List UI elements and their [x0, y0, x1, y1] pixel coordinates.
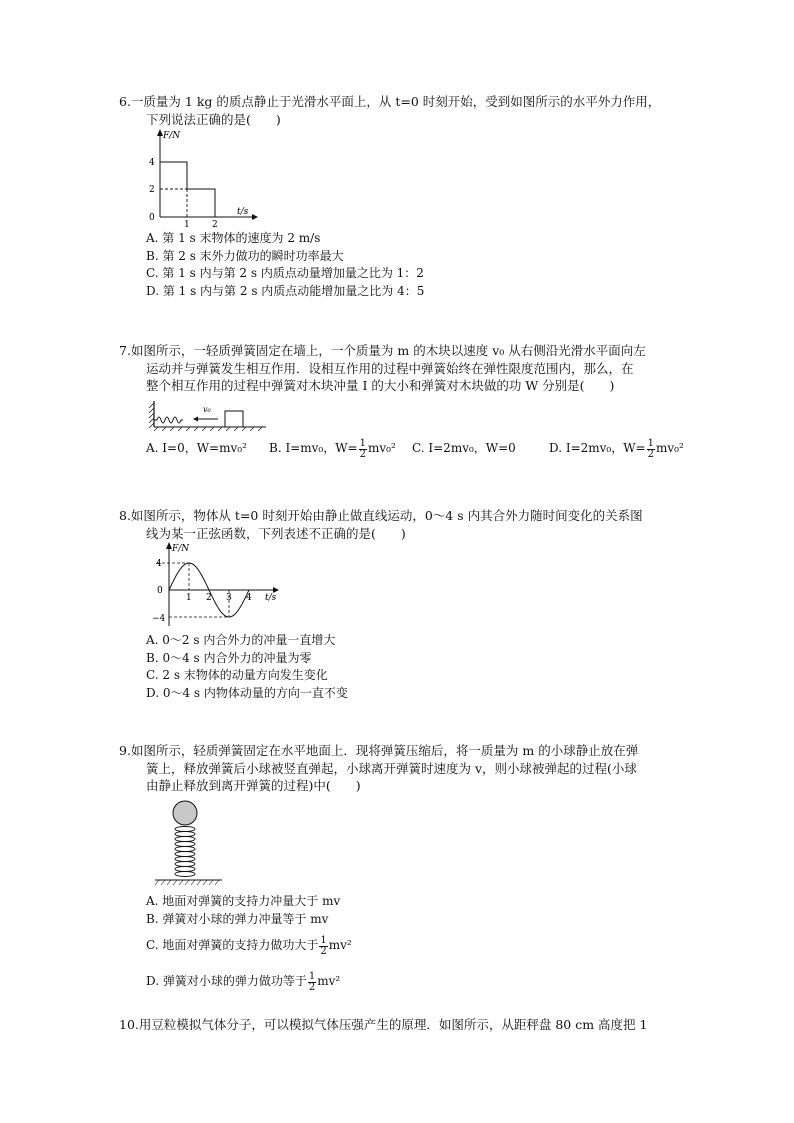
option-c[interactable]: C. 第 1 s 内与第 2 s 内质点动量增加量之比为 1：2	[146, 266, 424, 280]
question-6	[119, 93, 704, 128]
option-a[interactable]: A. I=0，W=mv₀²	[146, 441, 247, 456]
x-axis-label: t/s	[265, 593, 277, 603]
question-7-stem: 7.如图所示，一轻质弹簧固定在墙上，一个质量为 m 的木块以速度 v₀ 从右侧沿光滑水平面向左 运动并与弹簧发生相互作用．设相互作用的过程中弹簧始终在弹性限度范围内，那么，在 整个相互作用的过程中弹簧对木块冲量 I 的大小和弹簧对木块做的功 W 分别是( )	[119, 343, 646, 393]
question-9-options	[119, 893, 704, 997]
fraction-one-half: $\frac{1}{2}$	[308, 970, 316, 993]
option-b[interactable]: B. 第 2 s 末外力做功的瞬时功率最大	[146, 248, 344, 263]
fraction-one-half: $\frac{1}{2}$	[359, 437, 366, 460]
x-tick-3: 3	[226, 593, 232, 603]
option-b[interactable]: B. 弹簧对小球的弹力冲量等于 mv	[146, 911, 329, 926]
option-c[interactable]: C. I=2mv₀，W=0	[412, 441, 516, 456]
force-curve-q6	[160, 162, 215, 217]
fraction-one-half: $\frac{1}{2}$	[320, 934, 327, 957]
x-axis-label: t/s	[237, 207, 249, 217]
option-d[interactable]: D. 弹簧对小球的弹力做功等于 $\frac{1}{2}$ mv²	[146, 970, 341, 993]
question-6-options	[119, 230, 704, 300]
question-10-stem: 10.用豆粒模拟气体分子，可以模拟气体压强产生的原理．如图所示，从距秤盘 80 cm 高度把 1	[119, 1017, 648, 1032]
y-tick-2: 2	[149, 185, 155, 195]
question-7-option-row	[146, 432, 704, 466]
block	[225, 411, 243, 427]
spring-icon	[175, 827, 195, 877]
option-d[interactable]: D. 第 1 s 内与第 2 s 内质点动能增加量之比为 4：5	[146, 283, 425, 298]
fraction-one-half: $\frac{1}{2}$	[647, 437, 654, 460]
question-9-stem: 9.如图所示，轻质弹簧固定在水平地面上．现将弹簧压缩后，将一质量为 m 的小球静止放在弹 簧上，释放弹簧后小球被竖直弹起，小球离开弹簧时速度为 v，则小球被弹起的过程(小球 由静止释放到离开弹簧的过程)中( )	[119, 743, 639, 793]
option-c[interactable]: C. 地面对弹簧的支持力做功大于 $\frac{1}{2}$ mv²	[146, 934, 352, 957]
x-tick-1: 1	[186, 593, 192, 603]
ball-on-spring-figure-q9	[150, 798, 230, 890]
question-10	[119, 1016, 704, 1034]
option-c[interactable]: C. 2 s 末物体的动量方向发生变化	[146, 668, 328, 682]
question-8-stem: 8.如图所示，物体从 t=0 时刻开始由静止做直线运动，0～4 s 内其合外力随时间变化的关系图 线为某一正弦函数，下列表述不正确的是( )	[119, 508, 643, 541]
y-axis-label: F/N	[172, 544, 190, 554]
question-8	[119, 507, 704, 542]
x-tick-2: 2	[212, 220, 218, 228]
x-tick-2: 2	[206, 593, 212, 603]
option-a[interactable]: A. 0～2 s 内合外力的冲量一直增大	[146, 633, 336, 647]
question-8-options	[119, 632, 704, 702]
spring-icon	[154, 417, 183, 423]
y-tick-4: 4	[156, 559, 162, 569]
question-7	[119, 342, 704, 395]
question-6-stem: 6.一质量为 1 kg 的质点静止于光滑水平面上，从 t=0 时刻开始，受到如图所示的水平外力作用， 下列说法正确的是( )	[119, 94, 661, 127]
x-tick-4: 4	[246, 593, 252, 603]
y-tick-0: 0	[157, 586, 163, 596]
y-tick-0: 0	[149, 213, 155, 223]
velocity-label: v₀	[203, 405, 211, 414]
y-axis-label: F/N	[163, 131, 181, 141]
option-b[interactable]: B. I=mv₀，W= $\frac{1}{2}$ mv₀²	[269, 437, 396, 460]
option-a[interactable]: A. 地面对弹簧的支持力冲量大于 mv	[146, 894, 341, 908]
y-tick-4: 4	[149, 158, 155, 168]
sine-force-graph-q8	[147, 541, 282, 629]
spring-block-figure-q7	[148, 397, 268, 433]
option-d[interactable]: D. 0～4 s 内物体动量的方向一直不变	[146, 685, 348, 700]
y-tick-neg4: −4	[152, 614, 166, 624]
x-tick-1: 1	[184, 220, 190, 228]
question-7-options	[119, 432, 704, 466]
question-9	[119, 742, 704, 795]
ball-icon	[173, 801, 197, 825]
option-b[interactable]: B. 0～4 s 内合外力的冲量为零	[146, 650, 312, 665]
option-a[interactable]: A. 第 1 s 末物体的速度为 2 m/s	[146, 231, 321, 245]
option-d[interactable]: D. I=2mv₀，W= $\frac{1}{2}$ mv₀²	[549, 437, 684, 460]
force-time-graph-q6	[140, 128, 260, 228]
